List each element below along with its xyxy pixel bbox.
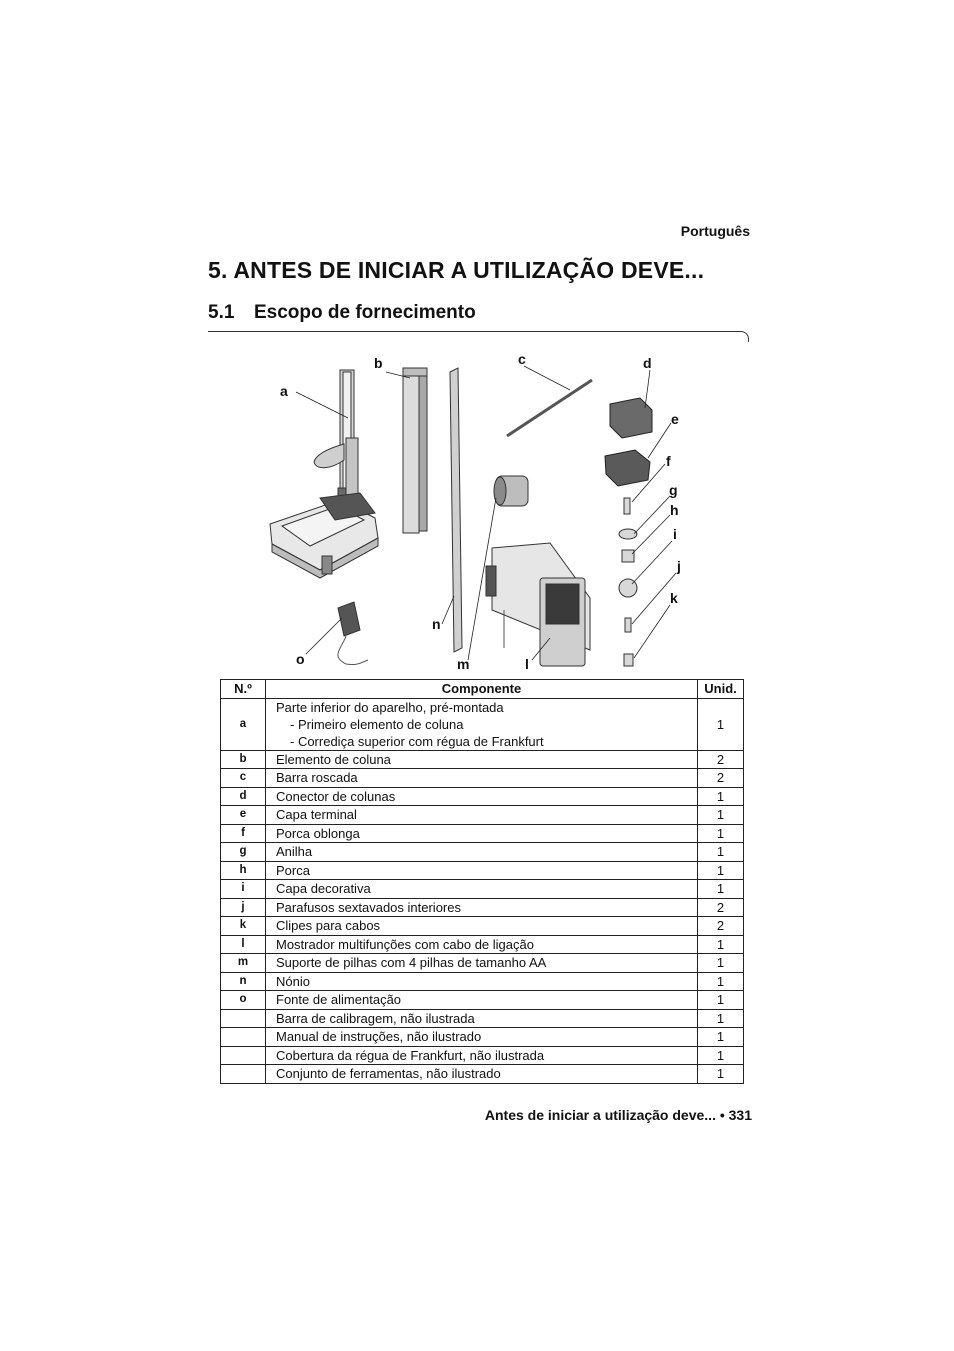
section-rule	[208, 331, 749, 342]
row-units: 1	[698, 1065, 744, 1084]
vernier-drawing	[450, 368, 462, 652]
row-units: 1	[698, 991, 744, 1010]
display-drawing	[486, 543, 590, 666]
header-component: Componente	[266, 680, 698, 699]
row-units: 1	[698, 880, 744, 899]
row-key	[221, 1009, 266, 1028]
row-units: 1	[698, 806, 744, 825]
figure-label-n: n	[432, 616, 441, 632]
row-key: k	[221, 917, 266, 936]
figure-label-i: i	[673, 526, 677, 542]
row-component: Manual de instruções, não ilustrado	[266, 1028, 698, 1047]
subsection-title: Escopo de fornecimento	[254, 302, 476, 323]
row-component: Fonte de alimentação	[266, 991, 698, 1010]
row-units: 1	[698, 954, 744, 973]
page-footer: Antes de iniciar a utilização deve... • 331	[484, 1107, 752, 1123]
row-component: Nónio	[266, 972, 698, 991]
row-component-main: Parte inferior do aparelho, pré-montada	[276, 699, 504, 715]
table-row	[221, 843, 744, 862]
table-row	[221, 991, 744, 1010]
row-key: f	[221, 824, 266, 843]
row-component: Suporte de pilhas com 4 pilhas de tamanho AA	[266, 954, 698, 973]
row-key: b	[221, 750, 266, 769]
row-component: Cobertura da régua de Frankfurt, não ilustrada	[266, 1046, 698, 1065]
row-units: 2	[698, 917, 744, 936]
figure-label-o: o	[296, 651, 305, 667]
subsection-number: 5.1	[208, 302, 235, 323]
figure-label-k: k	[670, 590, 678, 606]
row-units: 1	[698, 787, 744, 806]
row-units: 1	[698, 1046, 744, 1065]
row-units: 2	[698, 769, 744, 788]
row-key: h	[221, 861, 266, 880]
row-units: 1	[698, 1009, 744, 1028]
row-key: i	[221, 880, 266, 899]
table-row	[221, 917, 744, 936]
figure-label-a: a	[280, 383, 288, 399]
row-key: d	[221, 787, 266, 806]
base-unit-drawing	[270, 370, 378, 578]
threaded-bar-drawing	[507, 380, 592, 436]
table-row	[221, 750, 744, 769]
row-key: g	[221, 843, 266, 862]
table-row	[221, 954, 744, 973]
table-row	[221, 824, 744, 843]
table-row	[221, 1046, 744, 1065]
row-component: Barra roscada	[266, 769, 698, 788]
row-component: Conector de colunas	[266, 787, 698, 806]
row-component: Anilha	[266, 843, 698, 862]
row-component: Conjunto de ferramentas, não ilustrado	[266, 1065, 698, 1084]
table-row	[221, 898, 744, 917]
table-row	[221, 1028, 744, 1047]
row-component-sub: - Corrediça superior com régua de Frankfurt	[290, 733, 544, 749]
row-component: Mostrador multifunções com cabo de ligação	[266, 935, 698, 954]
section-title: ANTES DE INICIAR A UTILIZAÇÃO DEVE...	[233, 257, 705, 283]
row-key	[221, 1046, 266, 1065]
row-component: Porca oblonga	[266, 824, 698, 843]
row-units: 1	[698, 824, 744, 843]
figure-label-m: m	[457, 656, 470, 672]
connector-drawing	[605, 398, 652, 486]
row-key	[221, 1065, 266, 1084]
figure-label-e: e	[671, 411, 679, 427]
column-element-drawing	[403, 368, 427, 533]
row-key	[221, 1028, 266, 1047]
table-row	[221, 935, 744, 954]
row-component: Capa terminal	[266, 806, 698, 825]
row-key: a	[221, 698, 266, 750]
table-row	[221, 1065, 744, 1084]
battery-holder-drawing	[494, 476, 528, 506]
row-key: l	[221, 935, 266, 954]
row-units: 1	[698, 843, 744, 862]
table-row	[221, 787, 744, 806]
row-units: 1	[698, 935, 744, 954]
figure-label-h: h	[670, 502, 679, 518]
figure-label-d: d	[643, 355, 652, 371]
figure-label-b: b	[374, 355, 383, 371]
row-key: o	[221, 991, 266, 1010]
row-units: 1	[698, 1028, 744, 1047]
row-component: Barra de calibragem, não ilustrada	[266, 1009, 698, 1028]
parts-illustration-svg	[250, 348, 710, 676]
section-number: 5.	[208, 257, 228, 283]
row-units: 2	[698, 898, 744, 917]
table-row	[221, 698, 744, 750]
row-component	[266, 698, 698, 750]
figure-label-g: g	[669, 482, 678, 498]
figure-label-l: l	[525, 656, 529, 672]
row-units: 2	[698, 750, 744, 769]
table-row	[221, 1009, 744, 1028]
row-units: 1	[698, 972, 744, 991]
row-component-sub: - Primeiro elemento de coluna	[290, 716, 464, 732]
row-units: 1	[698, 861, 744, 880]
table-row	[221, 861, 744, 880]
parts-illustration	[250, 348, 710, 676]
subsection-heading	[208, 302, 476, 324]
table-row	[221, 769, 744, 788]
section-heading	[208, 257, 704, 284]
row-key: c	[221, 769, 266, 788]
row-component: Clipes para cabos	[266, 917, 698, 936]
header-no: N.º	[221, 680, 266, 699]
row-component: Capa decorativa	[266, 880, 698, 899]
row-key: n	[221, 972, 266, 991]
figure-label-c: c	[518, 351, 526, 367]
table-header-row	[221, 680, 744, 699]
table-row	[221, 806, 744, 825]
row-component: Porca	[266, 861, 698, 880]
row-key: e	[221, 806, 266, 825]
power-supply-drawing	[338, 602, 368, 665]
parts-table	[220, 679, 744, 1084]
row-component: Elemento de coluna	[266, 750, 698, 769]
table-row	[221, 880, 744, 899]
header-units: Unid.	[698, 680, 744, 699]
row-key: m	[221, 954, 266, 973]
row-units: 1	[698, 698, 744, 750]
figure-label-f: f	[666, 453, 671, 469]
language-label: Português	[680, 223, 750, 239]
row-key: j	[221, 898, 266, 917]
table-row	[221, 972, 744, 991]
row-component: Parafusos sextavados interiores	[266, 898, 698, 917]
figure-label-j: j	[677, 558, 681, 574]
